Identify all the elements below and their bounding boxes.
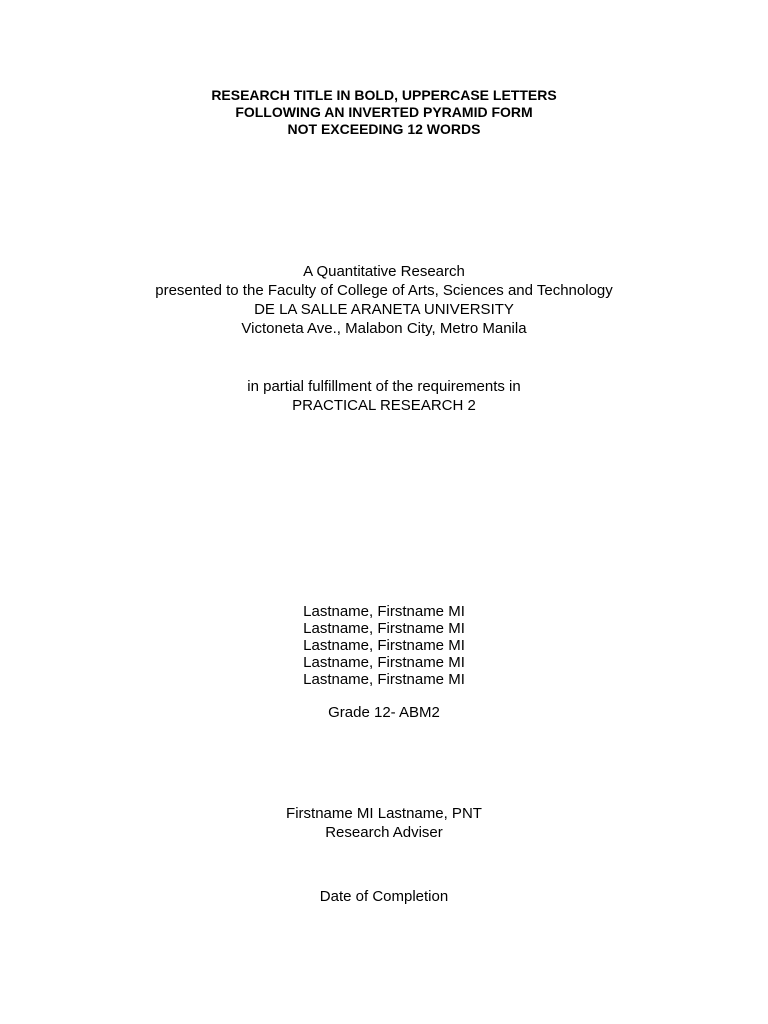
title-line-3: NOT EXCEEDING 12 WORDS	[287, 121, 481, 137]
title-line-1: RESEARCH TITLE IN BOLD, UPPERCASE LETTERS	[211, 87, 557, 103]
adviser-name: Firstname MI Lastname, PNT	[286, 805, 482, 822]
course-name: PRACTICAL RESEARCH 2	[292, 397, 476, 414]
fulfillment-block	[0, 377, 768, 415]
author-name: Lastname, Firstname MI	[303, 637, 465, 654]
title-line-2: FOLLOWING AN INVERTED PYRAMID FORM	[235, 104, 533, 120]
grade-section: Grade 12- ABM2	[328, 704, 440, 721]
completion-date: Date of Completion	[319, 888, 449, 905]
grade-block	[0, 703, 768, 722]
author-name: Lastname, Firstname MI	[303, 671, 465, 688]
date-block	[0, 887, 768, 906]
author-name: Lastname, Firstname MI	[303, 603, 465, 620]
author-name: Lastname, Firstname MI	[303, 654, 465, 671]
authors-list	[0, 603, 768, 688]
research-title	[0, 87, 768, 138]
author-name: Lastname, Firstname MI	[303, 620, 465, 637]
presented-to: presented to the Faculty of College of Arts, Sciences and Technology	[155, 282, 613, 299]
presentation-block	[0, 262, 768, 338]
university-name: DE LA SALLE ARANETA UNIVERSITY	[254, 301, 514, 318]
fulfillment-statement: in partial fulfillment of the requirements in	[247, 378, 521, 395]
university-address: Victoneta Ave., Malabon City, Metro Manila	[241, 320, 527, 337]
research-type: A Quantitative Research	[303, 263, 465, 280]
adviser-block	[0, 804, 768, 842]
adviser-role: Research Adviser	[325, 824, 443, 841]
